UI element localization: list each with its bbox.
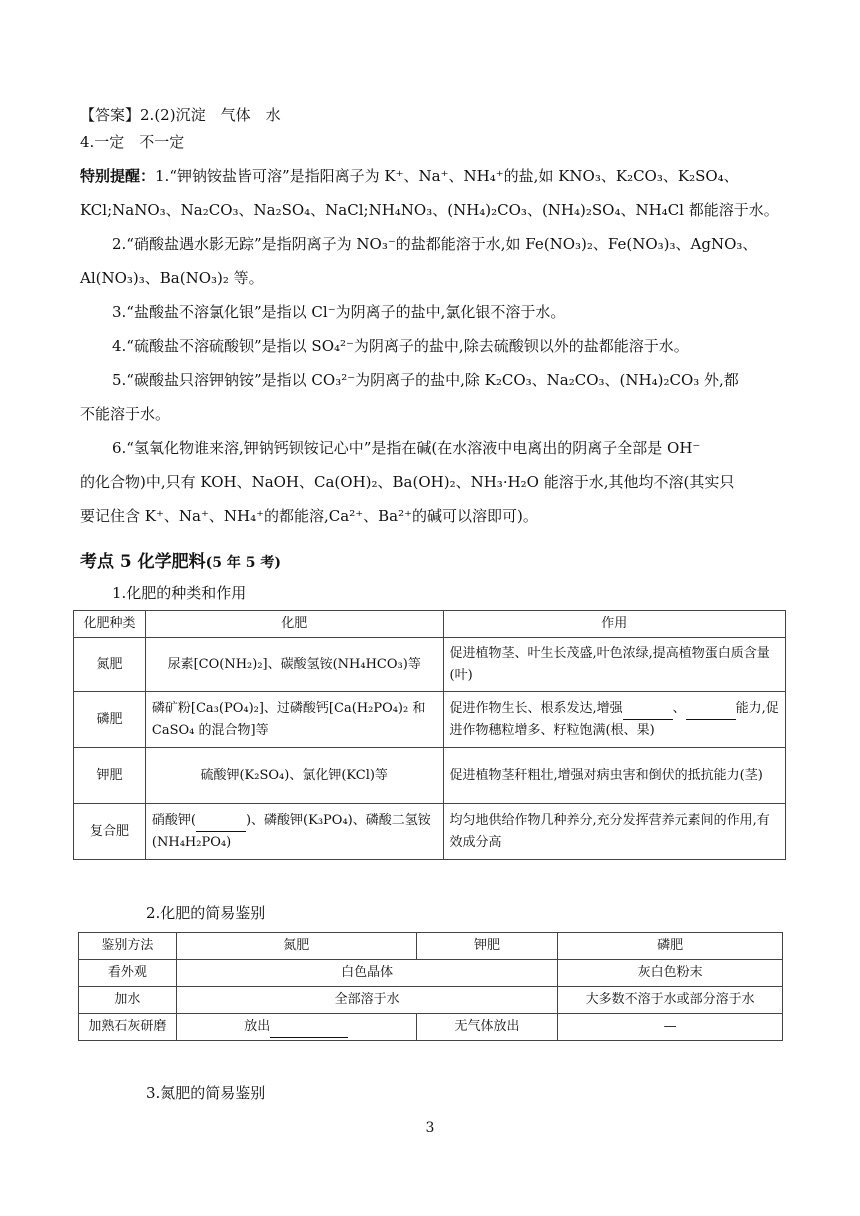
answer-blank[interactable] bbox=[686, 703, 736, 720]
table-header-row bbox=[74, 611, 786, 638]
header-cell: 鉴别方法 bbox=[79, 933, 177, 960]
answer-blank[interactable] bbox=[270, 1021, 348, 1038]
tips-block bbox=[80, 159, 790, 533]
result-cell: 放出 bbox=[176, 1014, 416, 1041]
page-number: 3 bbox=[425, 1120, 435, 1136]
table-header-row bbox=[79, 933, 783, 960]
section-title: 考点 5 化学肥料 bbox=[80, 552, 206, 572]
answer-line-2: 4.一定 不一定 bbox=[80, 133, 185, 151]
table-row bbox=[74, 692, 786, 748]
header-cell: 作用 bbox=[443, 611, 785, 638]
table-row bbox=[79, 960, 783, 987]
tip-5a: 5.“碳酸盐只溶钾钠铵”是指以 CO₃²⁻为阴离子的盐中,除 K₂CO₃、Na₂CO₃、(NH₄)₂CO₃ 外,都 bbox=[112, 371, 739, 389]
table-row bbox=[79, 1014, 783, 1041]
use-cell: 促进植物茎秆粗壮,增强对病虫害和倒伏的抵抗能力(茎) bbox=[443, 748, 785, 804]
answer-label: 【答案】 bbox=[80, 106, 141, 124]
result-cell: 灰白色粉末 bbox=[558, 960, 783, 987]
result-cell: 白色晶体 bbox=[176, 960, 558, 987]
tip-4: 4.“硫酸盐不溶硫酸钡”是指以 SO₄²⁻为阴离子的盐中,除去硫酸钡以外的盐都能溶于水。 bbox=[112, 337, 689, 355]
type-cell: 复合肥 bbox=[74, 804, 146, 860]
table-row bbox=[74, 638, 786, 692]
table-row bbox=[74, 748, 786, 804]
section-note: (5 年 5 考) bbox=[205, 555, 282, 571]
section-heading bbox=[80, 547, 281, 572]
result-cell: 大多数不溶于水或部分溶于水 bbox=[558, 987, 783, 1014]
table-row bbox=[79, 987, 783, 1014]
header-cell: 钾肥 bbox=[416, 933, 558, 960]
use-cell: 促进植物茎、叶生长茂盛,叶色浓绿,提高植物蛋白质含量(叶) bbox=[443, 638, 785, 692]
subheading-1: 1.化肥的种类和作用 bbox=[112, 584, 247, 602]
fert-cell: 硫酸钾(K₂SO₄)、氯化钾(KCl)等 bbox=[145, 748, 443, 804]
subheading-3: 3.氮肥的简易鉴别 bbox=[146, 1084, 266, 1102]
table-row bbox=[74, 804, 786, 860]
result-cell: 全部溶于水 bbox=[176, 987, 558, 1014]
method-cell: 加水 bbox=[79, 987, 177, 1014]
tip-1b: KCl;NaNO₃、Na₂CO₃、Na₂SO₄、NaCl;NH₄NO₃、(NH₄)₂CO₃、(NH₄)₂SO₄、NH₄Cl 都能溶于水。 bbox=[80, 201, 779, 219]
method-cell: 看外观 bbox=[79, 960, 177, 987]
fert-cell: 硝酸钾( )、磷酸钾(K₃PO₄)、磷酸二氢铵(NH₄H₂PO₄) bbox=[145, 804, 443, 860]
tip-1a: 1.“钾钠铵盐皆可溶”是指阳离子为 K⁺、Na⁺、NH₄⁺的盐,如 KNO₃、K₂CO₃、K₂SO₄、 bbox=[155, 167, 739, 185]
type-cell: 氮肥 bbox=[74, 638, 146, 692]
tip-6a: 6.“氢氧化物谁来溶,钾钠钙钡铵记心中”是指在碱(在水溶液中电离出的阴离子全部是 OH⁻ bbox=[112, 439, 701, 457]
answer-blank[interactable] bbox=[623, 703, 673, 720]
answer-blank[interactable] bbox=[196, 815, 246, 832]
use-cell: 均匀地供给作物几种养分,充分发挥营养元素间的作用,有效成分高 bbox=[443, 804, 785, 860]
result-cell: — bbox=[558, 1014, 783, 1041]
answer-text: 2.(2)沉淀 气体 水 bbox=[140, 106, 281, 124]
header-cell: 磷肥 bbox=[558, 933, 783, 960]
tip-2b: Al(NO₃)₃、Ba(NO₃)₂ 等。 bbox=[80, 269, 264, 287]
tip-6c: 要记住含 K⁺、Na⁺、NH₄⁺的都能溶,Ca²⁺、Ba²⁺的碱可以溶即可)。 bbox=[80, 507, 538, 525]
tip-3: 3.“盐酸盐不溶氯化银”是指以 Cl⁻为阴离子的盐中,氯化银不溶于水。 bbox=[112, 303, 566, 321]
header-cell: 氮肥 bbox=[176, 933, 416, 960]
answer-line bbox=[80, 104, 281, 126]
header-cell: 化肥 bbox=[145, 611, 443, 638]
fert-cell: 磷矿粉[Ca₃(PO₄)₂]、过磷酸钙[Ca(H₂PO₄)₂ 和 CaSO₄ 的混合物]等 bbox=[145, 692, 443, 748]
tip-2a: 2.“硝酸盐遇水影无踪”是指阴离子为 NO₃⁻的盐都能溶于水,如 Fe(NO₃)₂、Fe(NO₃)₃、AgNO₃、 bbox=[112, 235, 758, 253]
tip-5b: 不能溶于水。 bbox=[80, 405, 171, 423]
fertilizer-types-table bbox=[73, 610, 786, 860]
tip-label: 特别提醒： bbox=[80, 167, 156, 185]
result-cell: 无气体放出 bbox=[416, 1014, 558, 1041]
fert-cell: 尿素[CO(NH₂)₂]、碳酸氢铵(NH₄HCO₃)等 bbox=[145, 638, 443, 692]
header-cell: 化肥种类 bbox=[74, 611, 146, 638]
type-cell: 磷肥 bbox=[74, 692, 146, 748]
subheading-2: 2.化肥的简易鉴别 bbox=[146, 904, 266, 922]
type-cell: 钾肥 bbox=[74, 748, 146, 804]
method-cell: 加熟石灰研磨 bbox=[79, 1014, 177, 1041]
tip-6b: 的化合物)中,只有 KOH、NaOH、Ca(OH)₂、Ba(OH)₂、NH₃·H₂O 能溶于水,其他均不溶(其实只 bbox=[80, 473, 735, 491]
use-cell: 促进作物生长、根系发达,增强 、 能力,促进作物穗粒增多、籽粒饱满(根、果) bbox=[443, 692, 785, 748]
fertilizer-identification-table bbox=[78, 932, 783, 1041]
